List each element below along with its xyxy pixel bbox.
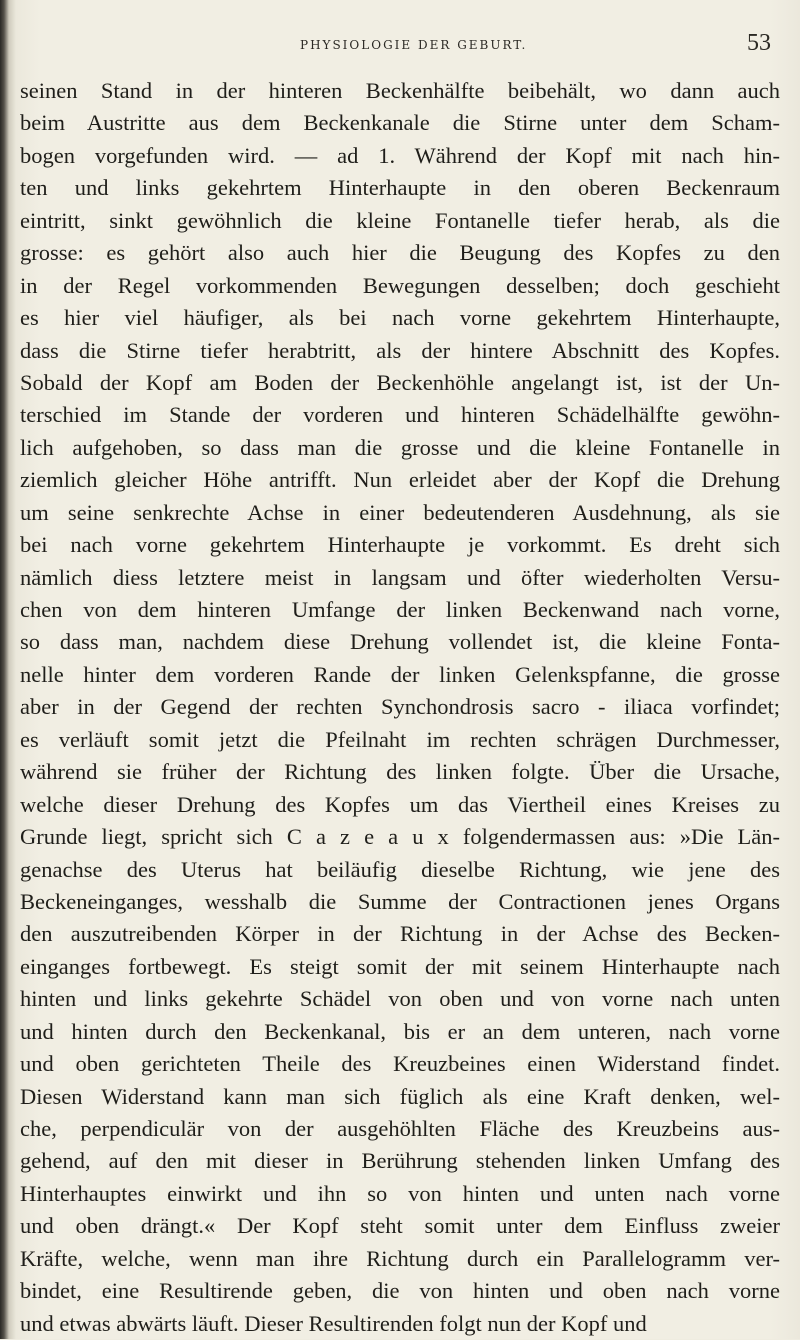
text-line: den auszutreibenden Körper in der Richtung in der Achse des Becken- <box>20 921 780 947</box>
text-line: hinten und links gekehrte Schädel von oben und von vorne nach unten <box>20 986 780 1012</box>
body-text <box>20 75 780 1340</box>
text-line: und etwas abwärts läuft. Dieser Resultirenden folgt nun der Kopf und <box>20 1310 647 1336</box>
text-line: ten und links gekehrtem Hinterhaupte in den oberen Beckenraum <box>20 175 780 201</box>
text-line: und oben gerichteten Theile des Kreuzbeines einen Widerstand findet. <box>20 1051 780 1077</box>
text-line: Beckeneinganges, wesshalb die Summe der Contractionen jenes Organs <box>20 888 780 914</box>
text-line: bogen vorgefunden wird. — ad 1. Während der Kopf mit nach hin- <box>20 142 780 168</box>
text-line: es verläuft somit jetzt die Pfeilnaht im rechten schrägen Durchmesser, <box>20 726 780 752</box>
text-line: terschied im Stande der vorderen und hinteren Schädelhälfte gewöhn- <box>20 402 780 428</box>
text-line: so dass man, nachdem diese Drehung vollendet ist, die kleine Fonta- <box>20 629 780 655</box>
text-line: Grunde liegt, spricht sich C a z e a u x folgendermassen aus: »Die Län- <box>20 824 780 850</box>
running-title: PHYSIOLOGIE DER GEBURT. <box>300 38 528 52</box>
text-line: um seine senkrechte Achse in einer bedeutenderen Ausdehnung, als sie <box>20 499 780 525</box>
text-line: beim Austritte aus dem Beckenkanale die Stirne unter dem Scham- <box>20 110 780 136</box>
text-line: und hinten durch den Beckenkanal, bis er an dem unteren, nach vorne <box>20 1018 780 1044</box>
text-line: aber in der Gegend der rechten Synchondrosis sacro - iliaca vorfindet; <box>20 694 780 720</box>
text-line: welche dieser Drehung des Kopfes um das Viertheil eines Kreises zu <box>20 791 780 817</box>
text-line: einganges fortbewegt. Es steigt somit der mit seinem Hinterhaupte nach <box>20 953 780 979</box>
text-line: lich aufgehoben, so dass man die grosse und die kleine Fontanelle in <box>20 434 780 460</box>
text-line: eintritt, sinkt gewöhnlich die kleine Fontanelle tiefer herab, als die <box>20 207 780 233</box>
text-line: dass die Stirne tiefer herabtritt, als der hintere Abschnitt des Kopfes. <box>20 337 780 363</box>
text-line: es hier viel häufiger, als bei nach vorne gekehrtem Hinterhaupte, <box>20 305 780 331</box>
text-line: bindet, eine Resultirende geben, die von hinten und oben nach vorne <box>20 1278 780 1304</box>
text-line: bei nach vorne gekehrtem Hinterhaupte je vorkommt. Es dreht sich <box>20 532 780 558</box>
text-line: Sobald der Kopf am Boden der Beckenhöhle angelangt ist, ist der Un- <box>20 369 780 395</box>
text-line: ziemlich gleicher Höhe antrifft. Nun erleidet aber der Kopf die Drehung <box>20 467 780 493</box>
text-line: gehend, auf den mit dieser in Berührung stehenden linken Umfang des <box>20 1148 780 1174</box>
text-line: che, perpendiculär von der ausgehöhlten Fläche des Kreuzbeins aus- <box>20 1116 780 1141</box>
text-line: und oben drängt.« Der Kopf steht somit unter dem Einfluss zweier <box>20 1213 780 1239</box>
text-line: Hinterhauptes einwirkt und ihn so von hinten und unten nach vorne <box>20 1180 780 1206</box>
text-line: in der Regel vorkommenden Bewegungen desselben; doch geschieht <box>20 272 780 298</box>
text-line: Diesen Widerstand kann man sich füglich als eine Kraft denken, wel- <box>20 1083 780 1109</box>
text-line: während sie früher der Richtung des linken folgte. Über die Ursache, <box>20 759 780 785</box>
text-line: genachse des Uterus hat beiläufig dieselbe Richtung, wie jene des <box>20 856 780 882</box>
text-line: nämlich diess letztere meist in langsam und öfter wiederholten Versu- <box>20 564 780 590</box>
text-line: seinen Stand in der hinteren Beckenhälfte beibehält, wo dann auch <box>20 78 780 103</box>
page-header <box>0 30 800 62</box>
text-line: grosse: es gehört also auch hier die Beugung des Kopfes zu den <box>20 240 780 266</box>
text-line: Kräfte, welche, wenn man ihre Richtung durch ein Parallelogramm ver- <box>20 1245 780 1271</box>
page-number: 53 <box>747 30 771 56</box>
text-line: chen von dem hinteren Umfange der linken Beckenwand nach vorne, <box>20 597 780 622</box>
text-line: nelle hinter dem vorderen Rande der linken Gelenkspfanne, die grosse <box>20 661 780 687</box>
